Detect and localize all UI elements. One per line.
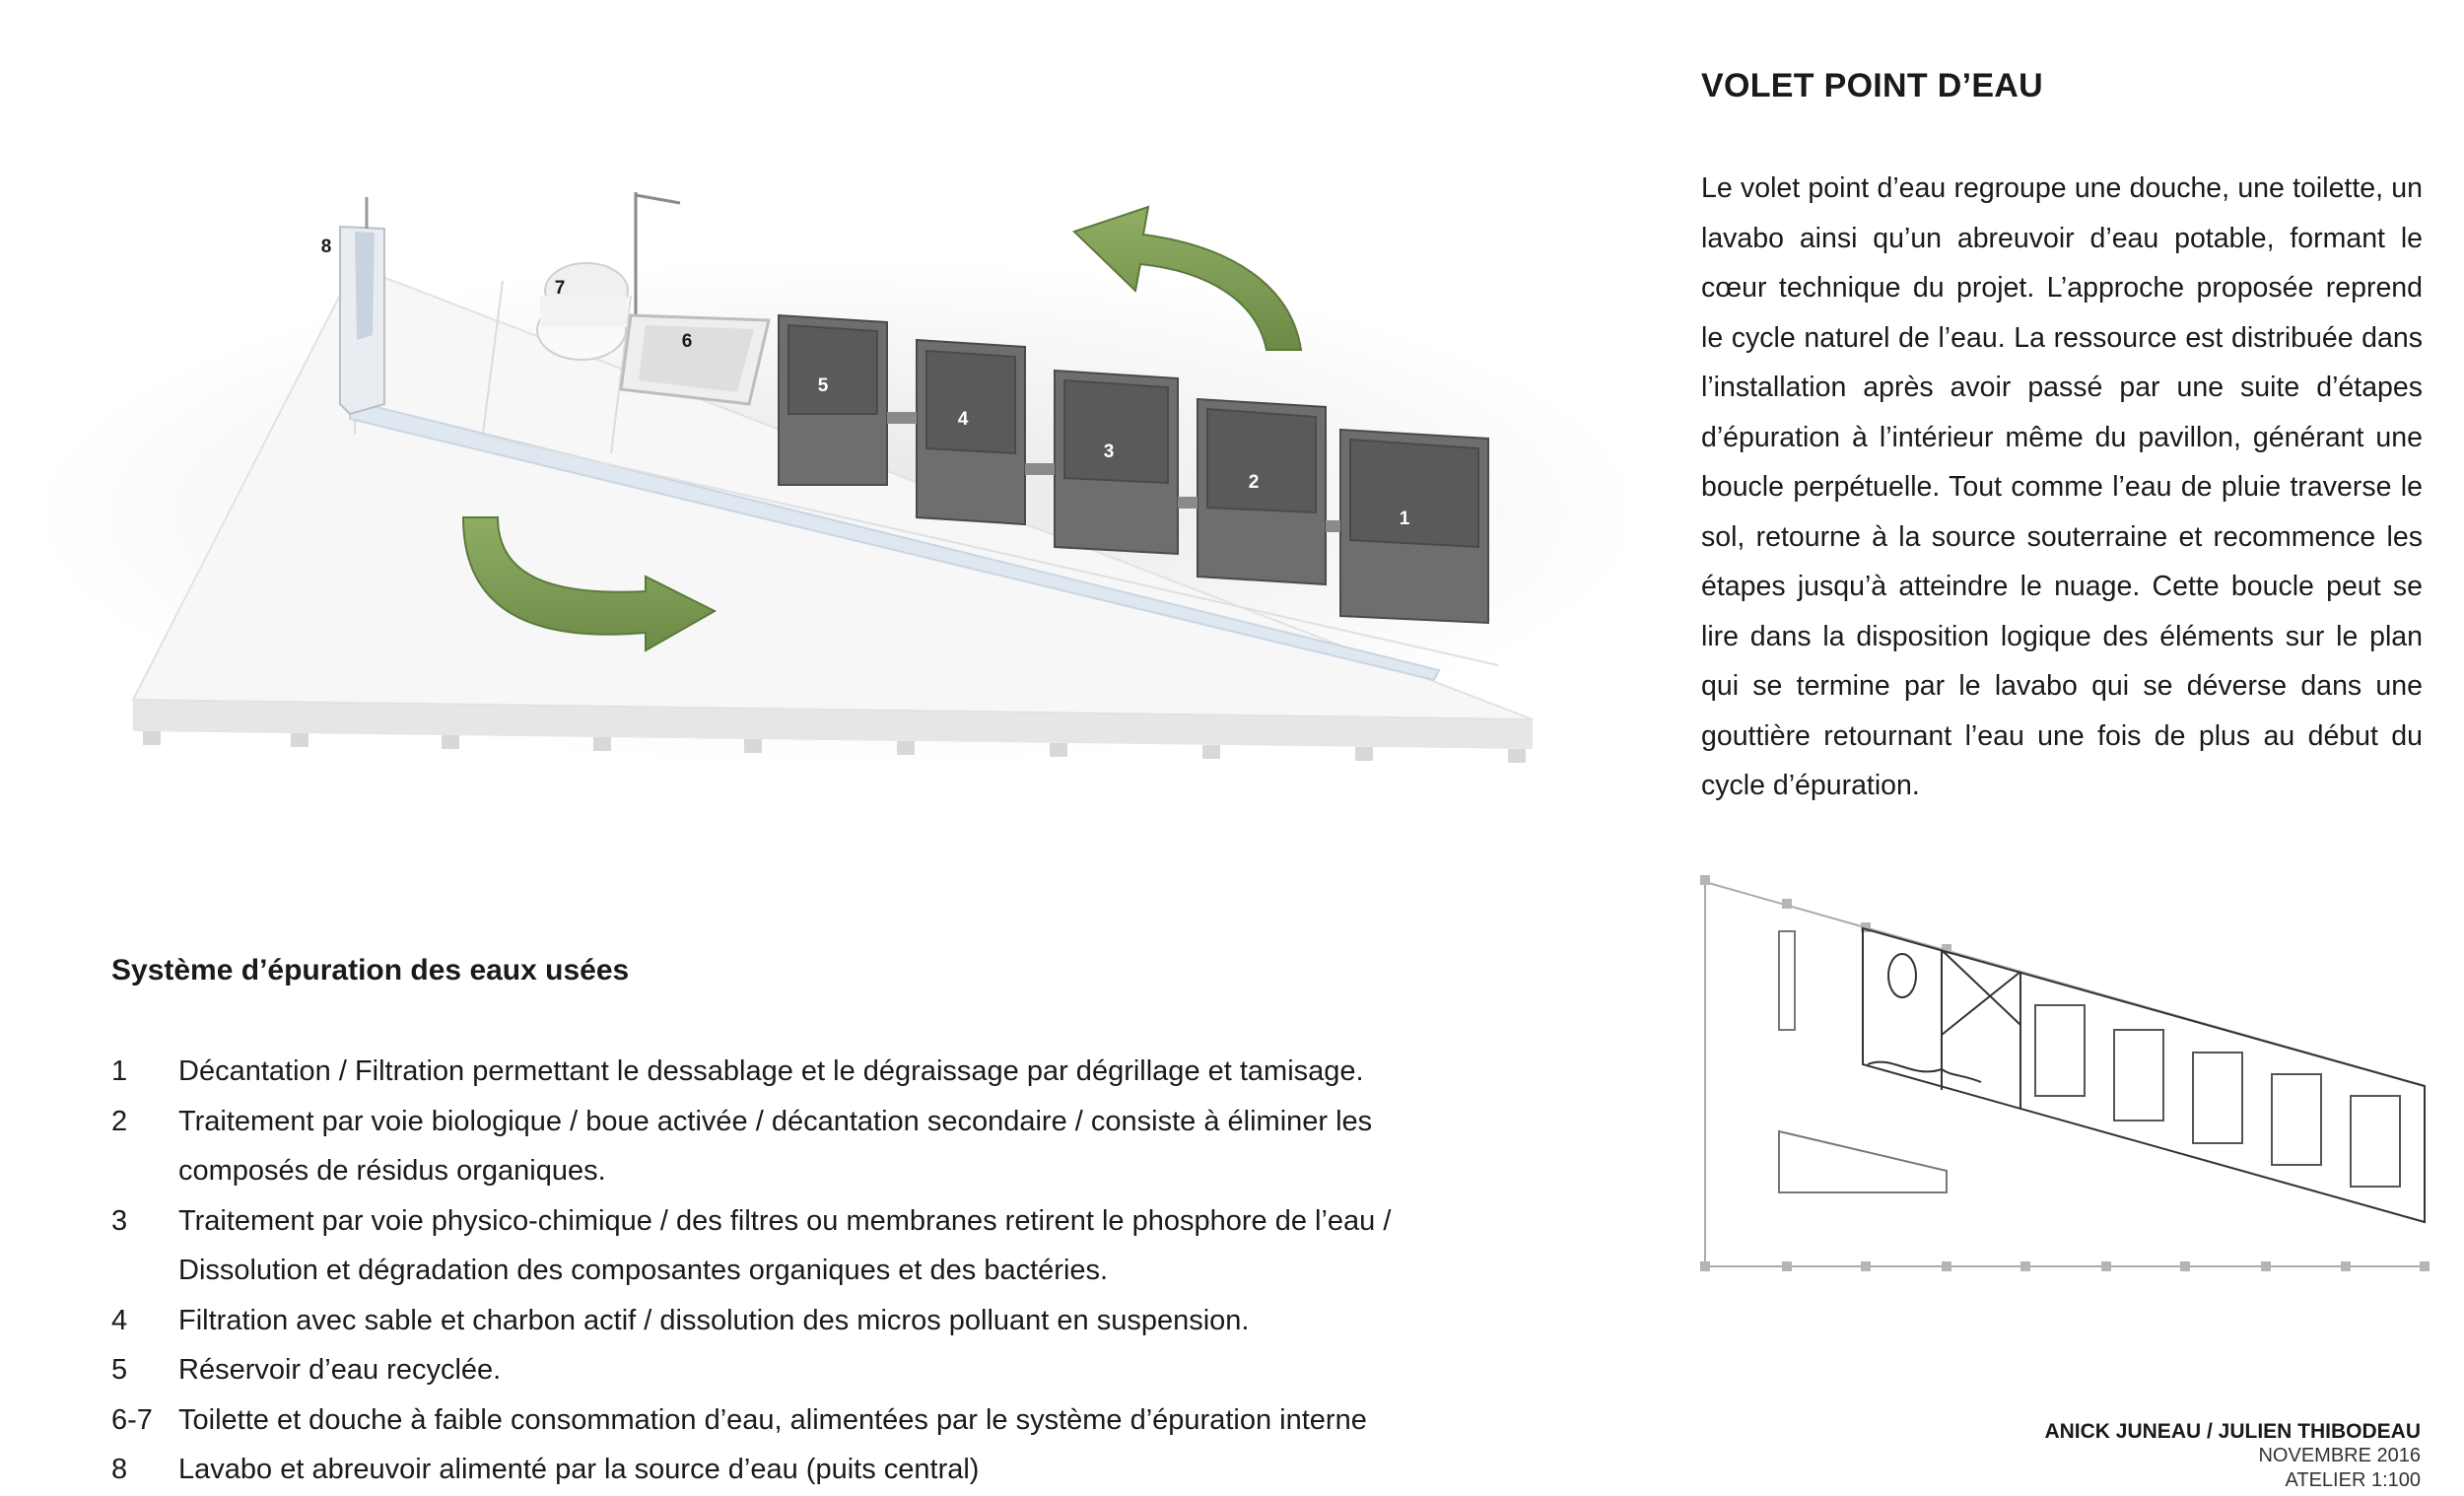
floor-plan [1695,867,2434,1281]
step-item [111,1345,1550,1395]
description-paragraph: Le volet point d’eau regroupe une douche, une toilette, un lavabo ainsi qu’un abreuvoir d’eau potable, formant le cœur technique du projet. L’approche proposée reprend le cycle naturel de l’eau. La ressource est distribuée dans l’installation après avoir passé par une suite d’étapes d’épuration à l’intérieur même du pavillon, générant une boucle perpétuelle. Tout comme l’eau de pluie traverse le sol, retourne à la source souterraine et recommence les étapes jusqu’à atteindre le nuage. Cette boucle peut se lire dans la disposition logique des éléments sur le plan qui se termine par le lavabo qui se déverse dans une gouttière retournant l’eau une fois de plus au début du cycle d’épuration. [1701,172,2423,801]
step-text: Traitement par voie physico-chimique / des filtres ou membranes retirent le phosphore de l’eau / Dissolution et dégradation des composantes organiques et des bactéries. [178,1204,1392,1286]
label-tank1: 1 [1399,509,1410,529]
step-item [111,1097,1550,1196]
date: NOVEMBRE 2016 [2258,1445,2421,1466]
step-text: Toilette et douche à faible consommation d’eau, alimentées par le système d’épuration interne [178,1403,1367,1436]
toilet [537,263,628,360]
step-number: 6-7 [111,1403,153,1436]
step-number: 1 [111,1055,128,1087]
step-number: 4 [111,1304,128,1336]
step-item [111,1296,1550,1346]
label-toilet: 7 [554,278,566,299]
label-tank2: 2 [1248,472,1260,493]
authors: ANICK JUNEAU / JULIEN THIBODEAU [2044,1420,2421,1443]
step-item [111,1445,1550,1495]
label-shower: 6 [681,331,693,352]
sink-fountain [340,197,384,414]
step-number: 3 [111,1204,128,1237]
step-text: Traitement par voie biologique / boue activée / décantation secondaire / consiste à éliminer les composés de résidus organiques. [178,1105,1373,1187]
water-system-axonometric [0,0,1626,907]
page-title: VOLET POINT D’EAU [1701,67,2044,104]
step-item [111,1047,1550,1097]
step-item [111,1196,1550,1296]
step-text: Filtration avec sable et charbon actif / dissolution des micros polluant en suspension. [178,1304,1250,1336]
label-tank5: 5 [817,375,829,396]
step-item [111,1395,1550,1446]
step-text: Lavabo et abreuvoir alimenté par la source d’eau (puits central) [178,1454,980,1485]
step-number: 2 [111,1105,128,1137]
label-sink: 8 [320,237,332,257]
label-tank3: 3 [1103,442,1115,462]
step-number: 8 [111,1454,128,1485]
credits [2044,1419,2421,1493]
step-text: Décantation / Filtration permettant le dessablage et le dégraissage par dégrillage et tamisage. [178,1055,1364,1087]
label-tank4: 4 [957,409,969,430]
step-text: Réservoir d’eau recyclée. [178,1354,502,1386]
step-number: 5 [111,1354,128,1386]
atelier-scale: ATELIER 1:100 [2285,1469,2421,1491]
system-heading: Système d’épuration des eaux usées [111,954,630,986]
system-steps-list [111,1047,1550,1495]
